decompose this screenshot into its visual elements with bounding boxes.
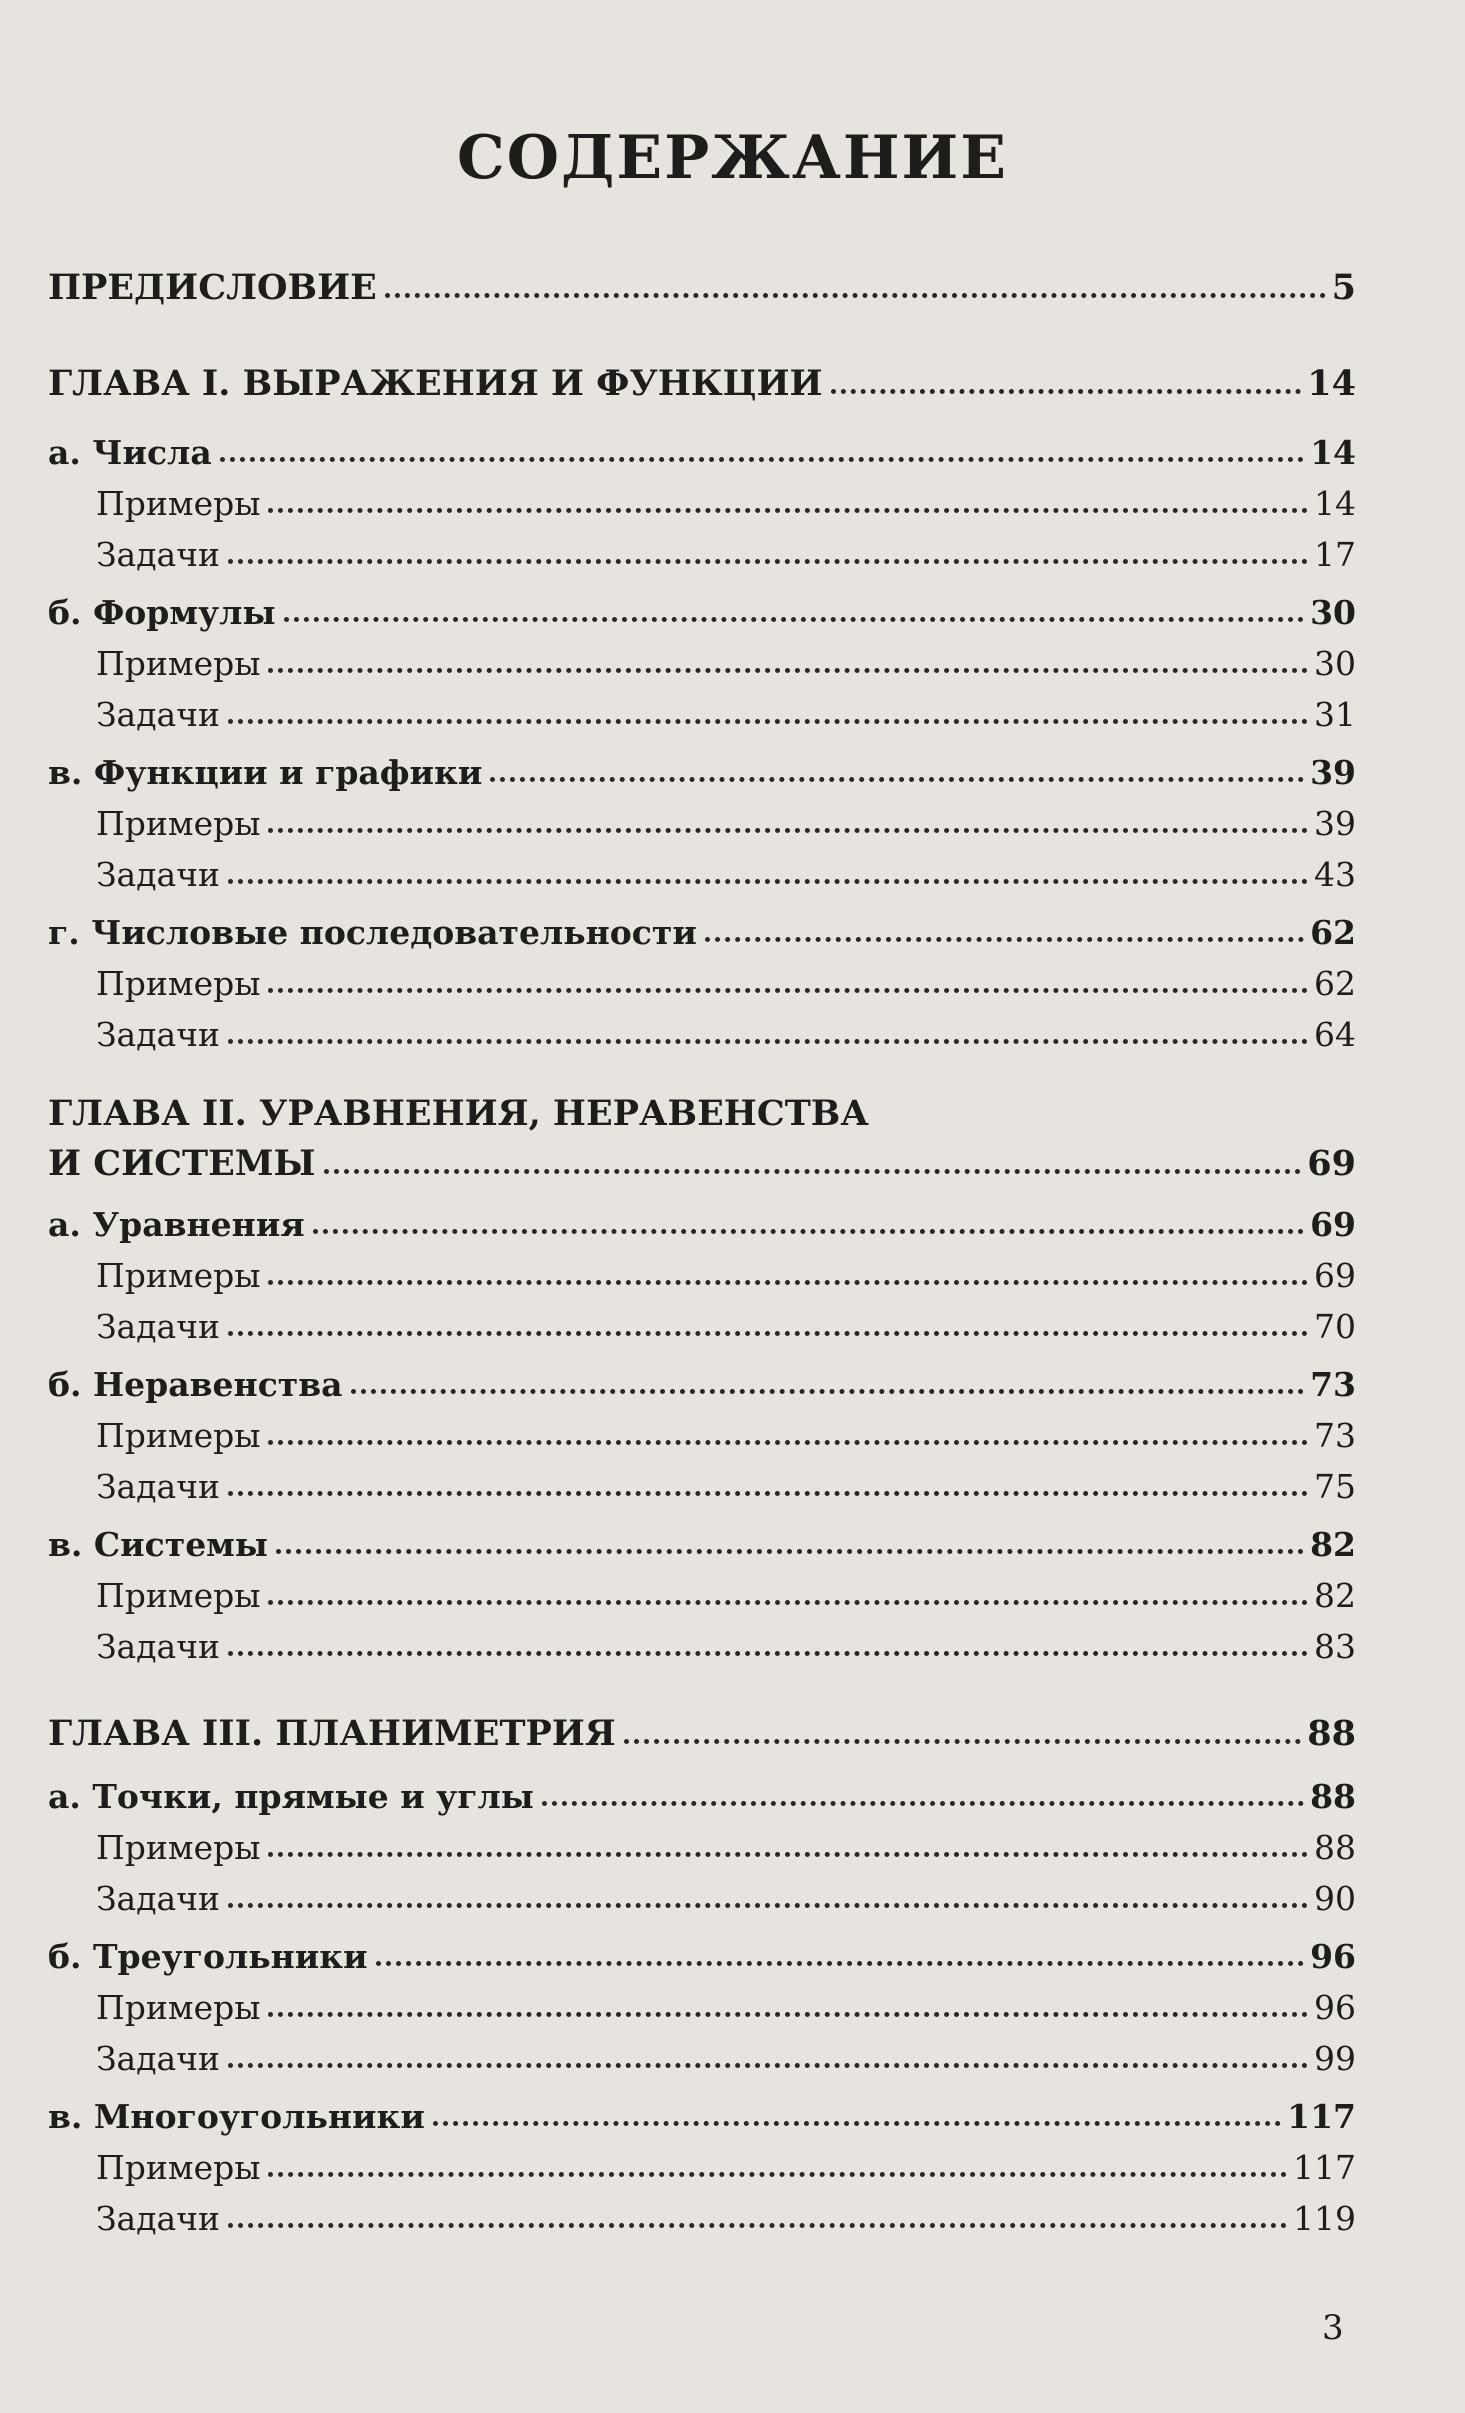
leader-dots (228, 719, 1308, 724)
toc-entry-label: Задачи (96, 535, 221, 575)
leader-dots (228, 1651, 1308, 1656)
toc-entry-label: а. Точки, прямые и углы (48, 1777, 534, 1817)
toc-entry-label: в. Функции и графики (48, 753, 483, 793)
page-number: 3 (1322, 2308, 1344, 2348)
toc-entry-chapter-1 (48, 350, 1356, 404)
toc-entry-item (48, 1401, 1356, 1455)
toc-entry-item (48, 1561, 1356, 1615)
leader-dots (220, 457, 1304, 462)
leader-dots (490, 777, 1304, 782)
toc-entry-label: Задачи (96, 2199, 221, 2239)
toc-entry-page: 70 (1314, 1307, 1356, 1347)
toc-entry-page: 43 (1314, 855, 1356, 895)
leader-dots (433, 2121, 1281, 2126)
leader-dots (268, 668, 1308, 673)
toc-entry-preface (48, 254, 1356, 308)
toc-entry-label: Задачи (96, 1015, 221, 1055)
leader-dots (324, 1169, 1302, 1174)
toc-entry-page: 14 (1314, 484, 1356, 524)
toc-entry-label: б. Неравенства (48, 1365, 343, 1405)
toc-entry-item (48, 1612, 1356, 1666)
leader-dots (268, 1280, 1308, 1285)
toc-entry-label: Примеры (96, 484, 261, 524)
toc-entry-page: 62 (1314, 964, 1356, 1004)
toc-entry-page: 64 (1314, 1015, 1356, 1055)
leader-dots (351, 1389, 1305, 1394)
toc-entry-item (48, 629, 1356, 683)
leader-dots (268, 2012, 1308, 2017)
leader-dots (268, 1440, 1308, 1445)
toc-entry-section (48, 1190, 1356, 1244)
leader-dots (268, 2172, 1287, 2177)
toc-entry-page: 88 (1314, 1828, 1356, 1868)
toc-entry-label: б. Треугольники (48, 1937, 368, 1977)
toc-entry-page: 69 (1310, 1205, 1356, 1245)
toc-entry-label: г. Числовые последовательности (48, 913, 697, 953)
toc-entry-chapter-2 (48, 1130, 1356, 1184)
toc-entry-label: в. Многоугольники (48, 2097, 425, 2137)
toc-entry-page: 73 (1314, 1416, 1356, 1456)
toc-entry-section (48, 1510, 1356, 1564)
leader-dots (624, 1739, 1302, 1744)
toc-entry-item (48, 1452, 1356, 1506)
leader-dots (228, 1491, 1308, 1496)
toc-entry-item (48, 1864, 1356, 1918)
toc-entry-page: 96 (1310, 1937, 1356, 1977)
toc-entry-label: Задачи (96, 2039, 221, 2079)
toc-entry-page: 117 (1287, 2097, 1356, 2137)
toc-entry-label: в. Системы (48, 1525, 268, 1565)
page-title: СОДЕРЖАНИЕ (457, 123, 1008, 193)
toc-entry-section (48, 2082, 1356, 2136)
toc-entry-label: Примеры (96, 1828, 261, 1868)
toc-entry-item (48, 469, 1356, 523)
leader-dots (268, 508, 1308, 513)
leader-dots (313, 1229, 1304, 1234)
toc-entry-label: Примеры (96, 804, 261, 844)
toc-entry-page: 119 (1293, 2199, 1356, 2239)
toc-entry-label: Задачи (96, 1307, 221, 1347)
toc-entry-page: 30 (1310, 593, 1356, 633)
toc-entry-label: Примеры (96, 964, 261, 1004)
toc-entry-label: Задачи (96, 1627, 221, 1667)
leader-dots (268, 1852, 1308, 1857)
toc-entry-label: Примеры (96, 644, 261, 684)
toc-entry-label: ПРЕДИСЛОВИЕ (48, 266, 377, 308)
toc-entry-label: б. Формулы (48, 593, 276, 633)
leader-dots (228, 1039, 1308, 1044)
leader-dots (268, 988, 1308, 993)
toc-entry-label: И СИСТЕМЫ (48, 1142, 316, 1184)
leader-dots (228, 879, 1308, 884)
toc-entry-page: 82 (1314, 1576, 1356, 1616)
toc-entry-section (48, 898, 1356, 952)
toc-entry-page: 30 (1314, 644, 1356, 684)
toc-entry-label: Задачи (96, 695, 221, 735)
toc-entry-page: 5 (1331, 266, 1356, 308)
toc-entry-chapter-2-line-1 (48, 1080, 1356, 1134)
leader-dots (705, 937, 1304, 942)
toc-entry-page: 69 (1314, 1256, 1356, 1296)
toc-entry-chapter-3 (48, 1700, 1356, 1754)
toc-entry-item (48, 949, 1356, 1003)
leader-dots (228, 1903, 1308, 1908)
toc-entry-item (48, 789, 1356, 843)
toc-entry-section (48, 418, 1356, 472)
toc-entry-page: 90 (1314, 1879, 1356, 1919)
leader-dots (276, 1549, 1304, 1554)
toc-entry-section (48, 738, 1356, 792)
toc-entry-item (48, 520, 1356, 574)
toc-entry-page: 39 (1310, 753, 1356, 793)
toc-entry-item (48, 2133, 1356, 2187)
toc-entry-page: 117 (1293, 2148, 1356, 2188)
toc-entry-page: 75 (1314, 1467, 1356, 1507)
toc-entry-page: 82 (1310, 1525, 1356, 1565)
toc-entry-label: ГЛАВА I. ВЫРАЖЕНИЯ И ФУНКЦИИ (48, 362, 823, 404)
toc-entry-page: 88 (1310, 1777, 1356, 1817)
toc-entry-page: 39 (1314, 804, 1356, 844)
toc-entry-item (48, 1973, 1356, 2027)
toc-entry-item (48, 1813, 1356, 1867)
toc-entry-label: Примеры (96, 1988, 261, 2028)
toc-entry-label: ГЛАВА III. ПЛАНИМЕТРИЯ (48, 1712, 616, 1754)
toc-entry-page: 69 (1307, 1142, 1356, 1184)
leader-dots (376, 1961, 1304, 1966)
leader-dots (542, 1801, 1304, 1806)
leader-dots (284, 617, 1305, 622)
leader-dots (268, 828, 1308, 833)
toc-entry-page: 99 (1314, 2039, 1356, 2079)
toc-entry-label: Задачи (96, 855, 221, 895)
leader-dots (228, 2223, 1287, 2228)
toc-entry-page: 96 (1314, 1988, 1356, 2028)
toc-entry-page: 31 (1314, 695, 1356, 735)
toc-entry-item (48, 1292, 1356, 1346)
toc-entry-label: а. Уравнения (48, 1205, 305, 1245)
toc-entry-page: 17 (1314, 535, 1356, 575)
toc-entry-item (48, 2184, 1356, 2238)
toc-entry-label: Примеры (96, 1256, 261, 1296)
leader-dots (268, 1600, 1308, 1605)
leader-dots (228, 1331, 1308, 1336)
toc-entry-item (48, 840, 1356, 894)
toc-entry-item (48, 1000, 1356, 1054)
toc-entry-section (48, 1922, 1356, 1976)
leader-dots (228, 2063, 1308, 2068)
toc-entry-section (48, 1762, 1356, 1816)
toc-entry-page: 73 (1310, 1365, 1356, 1405)
leader-dots (385, 293, 1326, 298)
toc-entry-item (48, 680, 1356, 734)
leader-dots (228, 559, 1308, 564)
toc-entry-label: Задачи (96, 1467, 221, 1507)
toc-entry-page: 62 (1310, 913, 1356, 953)
toc-entry-page: 83 (1314, 1627, 1356, 1667)
toc-entry-label: Примеры (96, 1576, 261, 1616)
toc-entry-label: а. Числа (48, 433, 212, 473)
toc-entry-label: Примеры (96, 2148, 261, 2188)
toc-entry-page: 14 (1310, 433, 1356, 473)
toc-entry-page: 14 (1307, 362, 1356, 404)
toc-entry-section (48, 578, 1356, 632)
toc-entry-label: ГЛАВА II. УРАВНЕНИЯ, НЕРАВЕНСТВА (48, 1092, 869, 1134)
leader-dots (831, 389, 1302, 394)
toc-entry-item (48, 2024, 1356, 2078)
toc-entry-item (48, 1241, 1356, 1295)
toc-entry-section (48, 1350, 1356, 1404)
toc-entry-label: Задачи (96, 1879, 221, 1919)
toc-entry-page: 88 (1307, 1712, 1356, 1754)
toc-entry-label: Примеры (96, 1416, 261, 1456)
